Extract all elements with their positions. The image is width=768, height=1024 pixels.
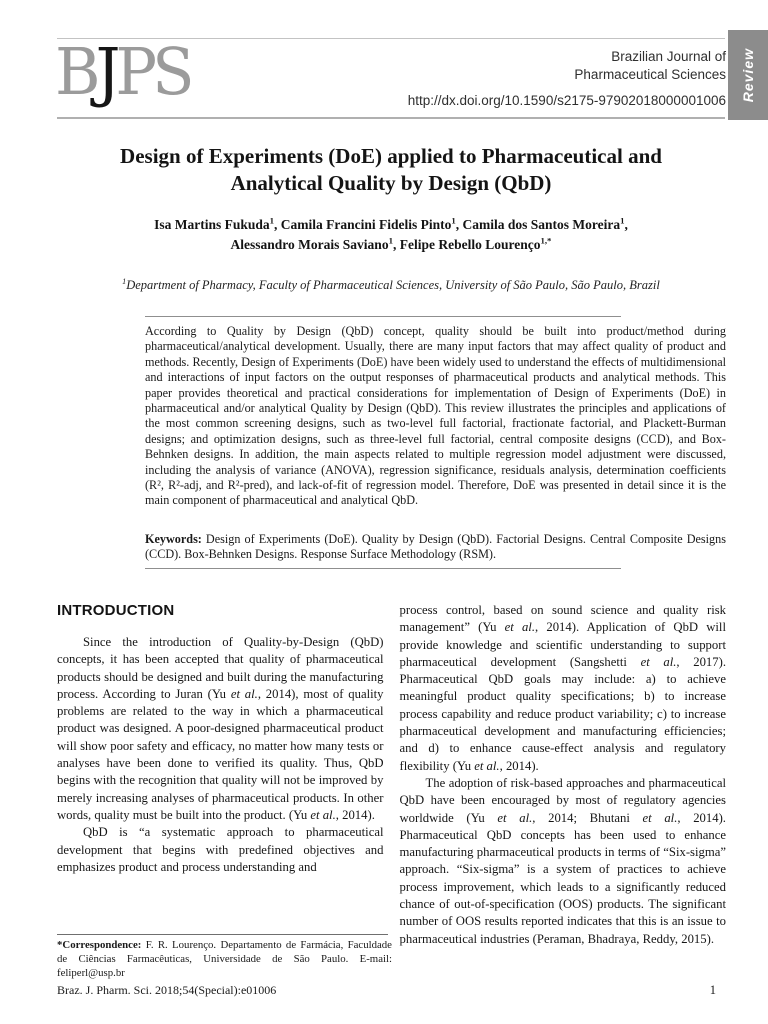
correspondence-footnote: *Correspondence: F. R. Lourenço. Departamento de Farmácia, Faculdade de Ciências Farmacêuticas, Universidade de São Paulo. E-mail: feliperl@usp.br (57, 939, 392, 979)
right-column-paragraph-2: The adoption of risk-based approaches and pharmaceutical QbD have been encouraged by most of regulatory agencies worldwide (Yu et al., 2014; Bhutani et al., 2014). Pharmaceutical QbD concepts has been used to enhance manufacturing pharmaceutical products in terms of “Six-sigma” approach. “Six-sigma” is a system of practices to achieve process improvement, which leads to a significantly reduced chance of out-of-specification (OOS) products. The significant number of OOS results reported indicates that this is an issue to pharmaceutical industries (Peraman, Bhadraya, Reddy, 2015). (399, 775, 726, 946)
logo-letter-b: B (55, 33, 96, 110)
abstract-top-rule (145, 316, 621, 317)
left-column (57, 602, 384, 968)
right-column-paragraph-1: process control, based on sound science and quality risk management” (Yu et al., 2014). Application of QbD will provide knowledge and scientific understanding to support pharmaceutical development (Sangshetti et al., 2017). Pharmaceutical QbD goals may include: a) to achieve meaningful product quality specifications; b) to increase process capability and reduce product variability; c) to increase pharmaceutical development and manufacturing efficiencies; and d) to enhance cause-effect analysis and regulatory flexibility (Yu et al., 2014). (399, 603, 726, 773)
abstract-text: According to Quality by Design (QbD) concept, quality should be built into product/method during pharmaceutical/analytical development. Usually, there are many input factors that may affect quality of product and methods. Recently, Design of Experiments (DoE) have been widely used to understand the effects of multidimensional and interactions of input factors on the output responses of pharmaceutical products and analytical methods. This paper provides theoretical and practical considerations for implementation of Design of Experiments (DoE) in pharmaceutical and/or analytical Quality by Design (QbD). This review illustrates the principles and applications of the most common screening designs, such as two-level full factorial, fractionate factorial, and Plackett-Burman designs; and optimization designs, such as three-level full factorial, central composite designs (CCD), and Box-Behnken designs. In addition, the main aspects related to multiple regression model adjustment were discussed, including the analysis of variance (ANOVA), regression significance, residuals analysis, determination coefficients (R², R²-adj, and R²-pred), and lack-of-fit of regression model. Therefore, DoE was presented in detail since it is the main component of pharmaceutical and analytical QbD. (145, 324, 726, 508)
affiliation: $^1$Department of Pharmacy, Faculty of Pharmaceutical Sciences, University of São Paulo, São Paulo, Brazil (122, 276, 660, 292)
review-badge-label: Review (740, 47, 756, 103)
page-number: 1 (709, 983, 716, 997)
logo-letter-s: S (152, 33, 190, 110)
logo-letter-j: J (95, 33, 116, 110)
logo-letter-p: P (115, 33, 153, 110)
body-columns (57, 602, 726, 968)
keywords-text: Keywords: Design of Experiments (DoE). Quality by Design (QbD). Factorial Designs. Central Composite Designs (CCD). Box-Behnken Designs. Response Surface Methodology (RSM). (145, 532, 726, 562)
doi-text: http://dx.doi.org/10.1590/s2175-97902018000001006 (407, 93, 726, 108)
abstract-bottom-rule (145, 568, 621, 569)
left-column-paragraph-1: Since the introduction of Quality-by-Design (QbD) concepts, it has been accepted that quality of pharmaceutical products should be designed and built during the manufacturing process. According to Juran (Yu et al., 2014), most of quality problems are related to the way in which a pharmaceutical product was designed. A poor-designed pharmaceutical product will show poor safety and efficacy, no matter how many tests or analyses have been done to verified its quality. Thus, QbD begins with the recognition that quality will not be improved by merely increasing analyses of pharmaceutical products. In other words, quality must be built into the product. (Yu et al., 2014). (57, 635, 384, 822)
journal-logo (55, 33, 190, 110)
journal-name-line1: Brazilian Journal of (611, 49, 726, 64)
footer-citation: Braz. J. Pharm. Sci. 2018;54(Special):e01006 (57, 983, 277, 997)
article-title-line2: Analytical Quality by Design (QbD) (230, 171, 552, 195)
article-title (57, 143, 725, 197)
right-column (400, 602, 727, 968)
journal-name-line2: Pharmaceutical Sciences (574, 66, 726, 82)
authors-line2: Alessandro Morais Saviano$^1$, Felipe Rebello Lourenço$^{1,*}$ (230, 235, 552, 252)
left-column-paragraph-2: QbD is “a systematic approach to pharmaceutical development that begins with predefined objectives and emphasizes product and process understanding and (57, 825, 384, 874)
footnote-rule (57, 934, 388, 935)
authors-line1: Isa Martins Fukuda$^1$, Camila Francini Fidelis Pinto$^1$, Camila dos Santos Moreira$^1$, (154, 215, 628, 232)
header-bottom-rule (57, 117, 725, 119)
authors (57, 215, 725, 255)
article-title-line1: Design of Experiments (DoE) applied to Pharmaceutical and (120, 144, 662, 168)
journal-name (574, 48, 726, 83)
review-badge (728, 30, 768, 120)
section-heading-introduction: INTRODUCTION (57, 602, 175, 619)
